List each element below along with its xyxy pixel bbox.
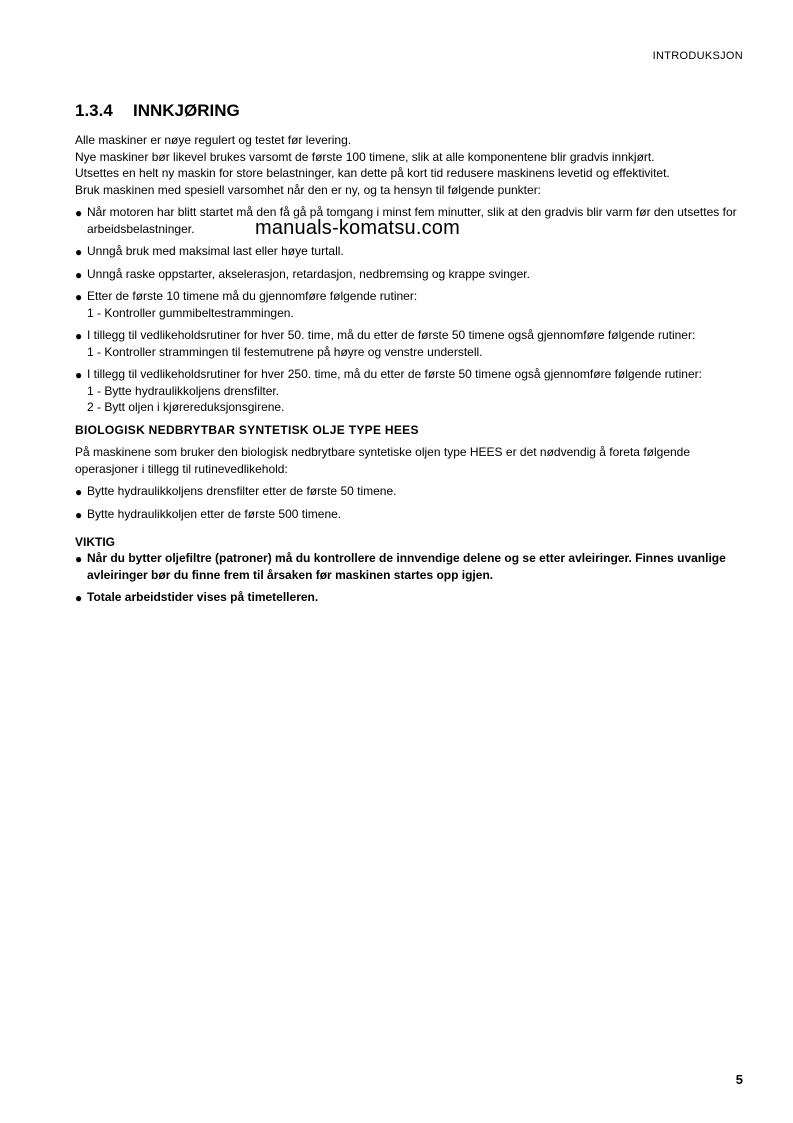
- sub-step: 2 - Bytt oljen i kjørereduksjonsgirene.: [87, 400, 285, 414]
- intro-line: Nye maskiner bør likevel brukes varsomt de første 100 timene, slik at alle komponentene blir gradvis innkjørt.: [75, 149, 655, 164]
- list-item: [75, 550, 745, 583]
- sub-step: 1 - Kontroller strammingen til festemutrene på høyre og venstre understell.: [87, 344, 483, 359]
- bullet-icon: ●: [75, 290, 83, 304]
- list-item: [75, 589, 745, 606]
- list-item-text: I tillegg til vedlikeholdsrutiner for hver 50. time, må du etter de første 50 timene også gjennomføre følgende rutiner:: [87, 328, 696, 342]
- list-item-text: Unngå raske oppstarter, akselerasjon, retardasjon, nedbremsing og krappe svinger.: [87, 266, 530, 281]
- list-item: [75, 243, 745, 260]
- hees-heading: BIOLOGISK NEDBRYTBAR SYNTETISK OLJE TYPE HEES: [75, 422, 419, 437]
- bullet-icon: ●: [75, 245, 83, 259]
- watermark: manuals-komatsu.com: [255, 217, 460, 239]
- hees-intro: På maskinene som bruker den biologisk nedbrytbare syntetiske oljen type HEES er det nødvendig å foreta følgende operasjoner i tillegg til rutinevedlikehold:: [75, 445, 691, 476]
- intro-line: Alle maskiner er nøye regulert og testet før levering.: [75, 133, 352, 147]
- sub-step: 1 - Bytte hydraulikkoljens drensfilter.: [87, 383, 280, 398]
- section-title: INNKJØRING: [133, 101, 240, 120]
- running-header: INTRODUKSJON: [652, 50, 743, 62]
- list-item-text: Unngå bruk med maksimal last eller høye turtall.: [87, 244, 344, 258]
- intro-line: Bruk maskinen med spesiell varsomhet når den er ny, og ta hensyn til følgende punkter:: [75, 182, 542, 197]
- bullet-icon: ●: [75, 485, 83, 499]
- list-item: [75, 366, 745, 416]
- list-item-text: Når motoren har blitt startet må den få gå på tomgang i minst fem minutter, slik at den gradvis blir varm før den utsettes for arbeidsbelastninger.: [87, 205, 737, 236]
- page-number: 5: [735, 1072, 743, 1087]
- list-item: [75, 288, 745, 321]
- list-item: [75, 483, 745, 500]
- section-number: 1.3.4: [75, 101, 113, 120]
- bullet-icon: ●: [75, 591, 83, 605]
- page-content: [75, 100, 745, 612]
- list-item-text: I tillegg til vedlikeholdsrutiner for hver 250. time, må du etter de første 50 timene også gjennomføre følgende rutiner:: [87, 367, 702, 381]
- list-item-text: Bytte hydraulikkoljen etter de første 500 timene.: [87, 506, 342, 521]
- list-item: [75, 266, 745, 283]
- important-heading: VIKTIG: [75, 535, 116, 549]
- list-item: [75, 506, 745, 523]
- intro-line: Utsettes en helt ny maskin for store belastninger, kan dette på kort tid redusere maskinens levetid og effektivitet.: [75, 166, 670, 180]
- list-item-text: Etter de første 10 timene må du gjennomføre følgende rutiner:: [87, 289, 418, 303]
- bullet-icon: ●: [75, 206, 83, 220]
- bullet-icon: ●: [75, 267, 83, 282]
- bullet-icon: ●: [75, 368, 83, 382]
- section-heading: [75, 100, 745, 122]
- list-item: [75, 327, 745, 360]
- hees-list: [75, 483, 745, 522]
- bullet-icon: ●: [75, 329, 83, 343]
- important-list: [75, 550, 745, 606]
- bullet-icon: ●: [75, 552, 83, 566]
- list-item-text: Når du bytter oljefiltre (patroner) må du kontrollere de innvendige delene og se etter avleiringer. Finnes uvanlige avleiringer bør du finne frem til årsaken før maskinen startes opp igjen.: [87, 551, 726, 582]
- list-item-text: Totale arbeidstider vises på timetelleren.: [87, 590, 319, 604]
- intro-paragraph: [75, 132, 745, 198]
- sub-step: 1 - Kontroller gummibeltestrammingen.: [87, 305, 294, 320]
- list-item-text: Bytte hydraulikkoljens drensfilter etter de første 50 timene.: [87, 484, 397, 498]
- bullet-icon: ●: [75, 507, 83, 522]
